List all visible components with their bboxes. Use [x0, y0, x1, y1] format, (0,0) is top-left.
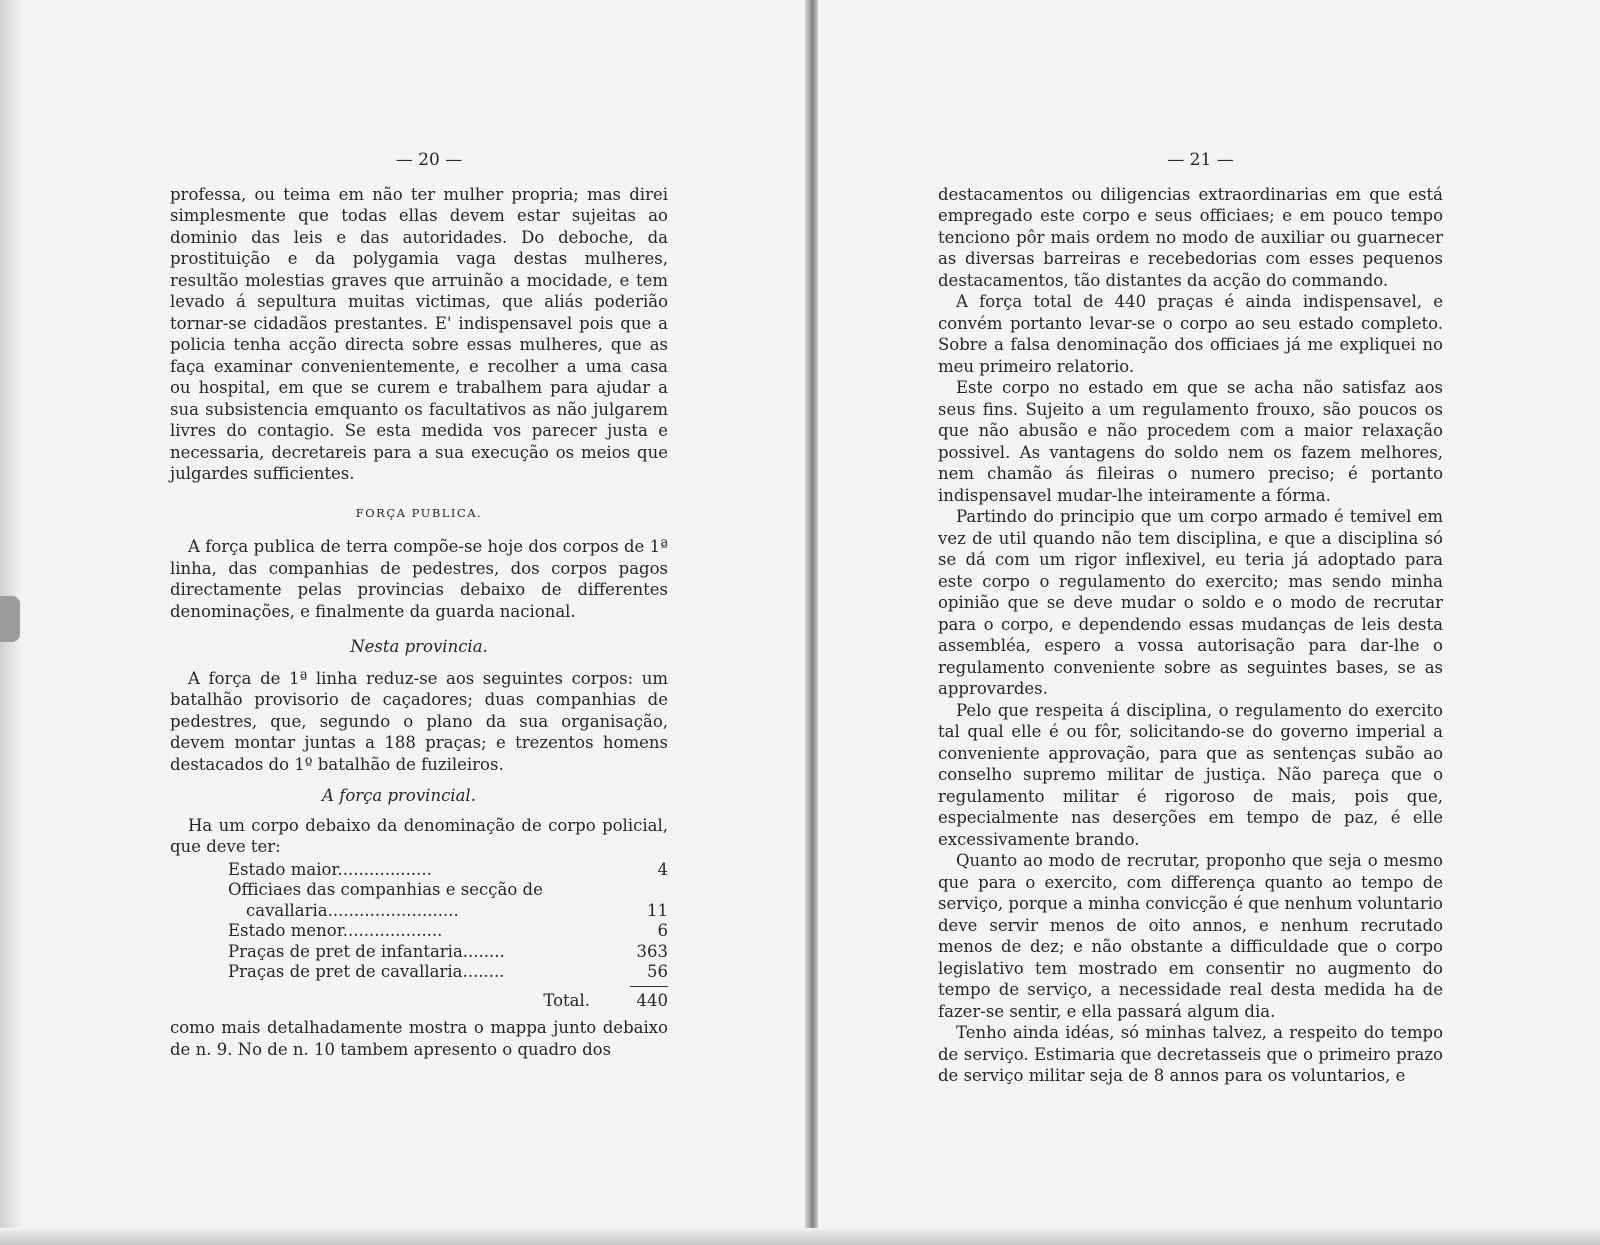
paragraph: Este corpo no estado em que se acha não satisfaz aos seus fins. Sujeito a um regulamento frouxo, são poucos os que não abusão e não procedem com a maior relaxação possivel. As vantagens do soldo nem os fazem melhores, nem chamão ás fileiras o numero preciso; é portanto indispensavel mudar-lhe inteiramente a fórma.: [938, 378, 1443, 505]
paragraph: como mais detalhadamente mostra o mappa junto debaixo de n. 9. No de n. 10 tambem apresento o quadro dos: [170, 1018, 668, 1059]
row-value: 4: [657, 859, 668, 879]
paragraph: destacamentos ou diligencias extraordinarias em que está empregado este corpo e seus officiaes; e em pouco tempo tenciono pôr mais ordem no modo de auxiliar ou guarnecer as diversas barreiras e recebedorias com esses pequenos destacamentos, tão distantes da acção do commando.: [938, 184, 1443, 290]
row-value: 56: [647, 962, 668, 981]
row-label: Estado menor...................: [228, 921, 443, 940]
table-row: [170, 901, 668, 922]
table-row: [170, 921, 668, 942]
table-row: [170, 860, 668, 881]
paragraph: A força de 1ª linha reduz-se aos seguintes corpos: um batalhão provisorio de caçadores; duas companhias de pedestres, que, segundo o plano da sua organisação, devem montar juntas a 188 praças; e trezentos homens destacados do 1º batalhão de fuzileiros.: [170, 668, 668, 774]
paragraph: Tenho ainda idéas, só minhas talvez, a respeito do tempo de serviço. Estimaria que decretasseis que o primeiro prazo de serviço militar seja de 8 annos para os voluntarios, e: [938, 1023, 1443, 1085]
paragraph: professa, ou teima em não ter mulher propria; mas direi simplesmente que todas ellas devem estar sujeitas ao dominio das leis e das autoridades. Do deboche, da prostituição e da polygamia vaga destas mulheres, resultão molestias graves que arruinão a mocidade, e tem levado á sepultura muitas victimas, que aliás poderião tornar-se cidadãos prestantes. E' indispensavel pois que a policia tenha acção directa sobre essas mulheres, que as faça examinar convenientemente, e recolher a uma casa ou hospital, em que se curem e trabalhem para ajudar a sua subsistencia emquanto os facultativos as não julgarem livres do contagio. Se esta medida vos parecer justa e necessaria, decretareis para a sua execução os meios que julgardes sufficientes.: [170, 184, 668, 483]
left-page-text: [170, 150, 668, 1060]
right-page-text: [938, 150, 1443, 1087]
book-gutter: [805, 0, 818, 1245]
strength-table: [170, 860, 668, 983]
row-label: Officiaes das companhias e secção de: [228, 880, 543, 899]
table-row: [170, 880, 668, 901]
page-bottom-shadow: [0, 1228, 1600, 1245]
row-value: [612, 880, 668, 901]
table-row: [170, 962, 668, 983]
total-value: 440: [636, 990, 668, 1010]
paragraph: Pelo que respeita á disciplina, o regulamento do exercito tal qual elle é ou fôr, solicitando-se do governo imperial a conveniente approvação, para que as sentenças subão ao conselho supremo militar de justiça. Não pareça que o regulamento militar é rigoroso de mais, pois que, especialmente nas deserções em tempo de paz, é elle excessivamente brando.: [938, 700, 1443, 849]
row-label: Praças de pret de cavallaria........: [228, 962, 505, 981]
paragraph: Partindo do principio que um corpo armado é temivel em vez de util quando não tem disciplina, e que a disciplina só se dá com um rigor inflexivel, eu teria já adoptado para este corpo o regulamento do exercito; mas sendo minha opinião que se deve mudar o soldo e o modo de recrutar para o corpo, e dependendo essas mudanças de leis desta assembléa, espero a vossa autorisação para dar-lhe o regulamento conveniente sobre as seguintes bases, se as approvardes.: [938, 507, 1443, 698]
page-number: — 20 —: [395, 150, 463, 170]
row-label: cavallaria.........................: [246, 900, 459, 920]
subheading: A força provincial.: [322, 786, 476, 805]
sum-rule: [630, 986, 668, 987]
row-value: 6: [657, 921, 668, 940]
binding-clip-mark: [0, 596, 20, 642]
paragraph: A força publica de terra compõe-se hoje dos corpos de 1ª linha, das companhias de pedestres, dos corpos pagos directamente pelas provincias debaixo de differentes denominações, e finalmente da guarda nacional.: [170, 537, 668, 621]
page-number: — 21 —: [1167, 150, 1234, 170]
table-row: [170, 942, 668, 963]
paragraph: Quanto ao modo de recrutar, proponho que seja o mesmo que para o exercito, com differença quanto ao tempo de serviço, porque a minha convicção é que nenhum voluntario deve servir menos de oito annos, e nenhum recrutado menos de dez; e não obstante a difficuldade que o corpo legislativo tem mostrado em consentir no augmento do tempo de serviço, a necessidade real desta medida ha de fazer-se sentir, e ella passará algum dia.: [938, 851, 1443, 1021]
total-row: [170, 990, 668, 1012]
right-page: [818, 0, 1600, 1245]
row-label: Praças de pret de infantaria........: [228, 941, 505, 961]
paragraph: A força total de 440 praças é ainda indispensavel, e convém portanto levar-se o corpo ao seu estado completo. Sobre a falsa denominação dos officiaes já me expliquei no meu primeiro relatorio.: [938, 292, 1443, 376]
paragraph: Ha um corpo debaixo da denominação de corpo policial, que deve ter:: [170, 815, 668, 856]
total-label: Total.: [543, 990, 590, 1010]
row-label: Estado maior..................: [228, 859, 432, 879]
row-value: 11: [647, 900, 668, 920]
section-title: FORÇA PUBLICA.: [355, 505, 483, 520]
subheading: Nesta provincia.: [350, 637, 488, 656]
row-value: 363: [636, 941, 668, 961]
